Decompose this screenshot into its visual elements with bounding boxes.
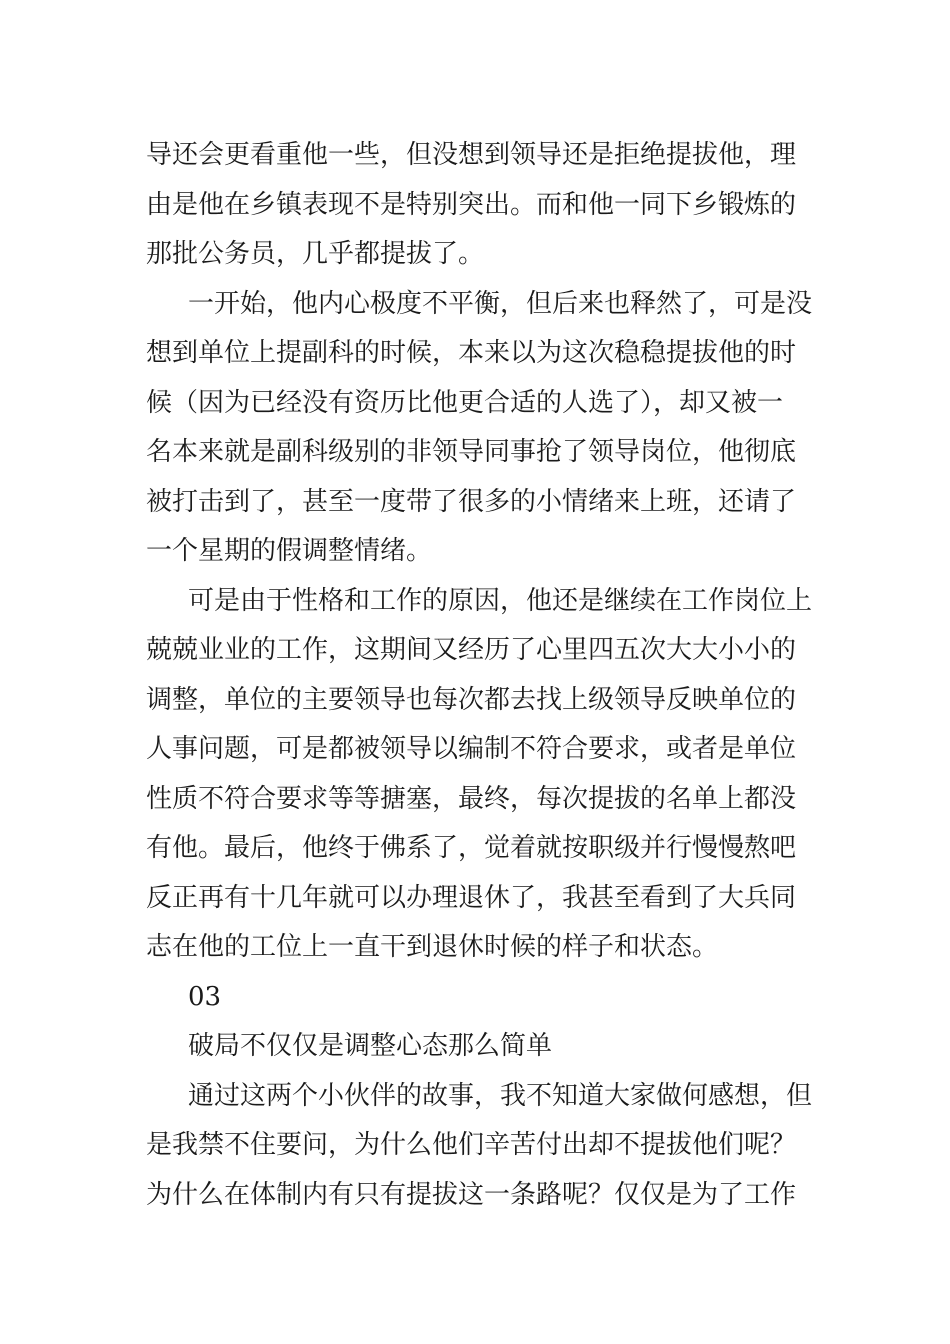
text-line: 一个星期的假调整情绪。 [146,536,433,566]
text-line: 调整，单位的主要领导也每次都去找上级领导反映单位的 [146,684,797,715]
text-line: 兢兢业业的工作，这期间又经历了心里四五次大大小小的 [146,635,797,665]
text-line: 是我禁不住要问，为什么他们辛苦付出却不提拔他们呢？ [146,1130,797,1160]
text-line: 志在他的工位上一直干到退休时候的样子和状态。 [146,932,719,962]
section-heading: 破局不仅仅是调整心态那么简单 [188,1031,553,1061]
text-line: 候（因为已经没有资历比他更合适的人选了），却又被一 [146,387,784,418]
text-line: 导还会更看重他一些，但没想到领导还是拒绝提拔他，理 [146,140,797,170]
text-line: 被打击到了，甚至一度带了很多的小情绪来上班，还请了 [146,486,797,517]
paragraph-start-line: 通过这两个小伙伴的故事，我不知道大家做何感想，但 [188,1080,813,1111]
text-line: 反正再有十几年就可以办理退休了，我甚至看到了大兵同 [146,882,797,913]
text-line: 由是他在乡镇表现不是特别突出。而和他一同下乡锻炼的 [146,189,797,220]
text-line: 想到单位上提副科的时候，本来以为这次稳稳提拔他的时 [146,338,797,368]
text-line: 性质不符合要求等等搪塞，最终，每次提拔的名单上都没 [146,783,797,814]
section-number: 03 [188,981,222,1012]
text-line: 名本来就是副科级别的非领导同事抢了领导岗位，他彻底 [146,437,797,467]
document-body [146,131,813,1220]
text-line: 为什么在体制内有只有提拔这一条路呢？仅仅是为了工作 [146,1179,797,1210]
text-line: 人事问题，可是都被领导以编制不符合要求，或者是单位 [146,734,797,764]
text-line: 那批公务员，几乎都提拔了。 [146,239,485,269]
paragraph-start-line: 一开始，他内心极度不平衡，但后来也释然了，可是没 [188,288,813,319]
paragraph-start-line: 可是由于性格和工作的原因，他还是继续在工作岗位上 [188,585,813,616]
text-line: 有他。最后，他终于佛系了，觉着就按职级并行慢慢熬吧 [146,833,797,863]
